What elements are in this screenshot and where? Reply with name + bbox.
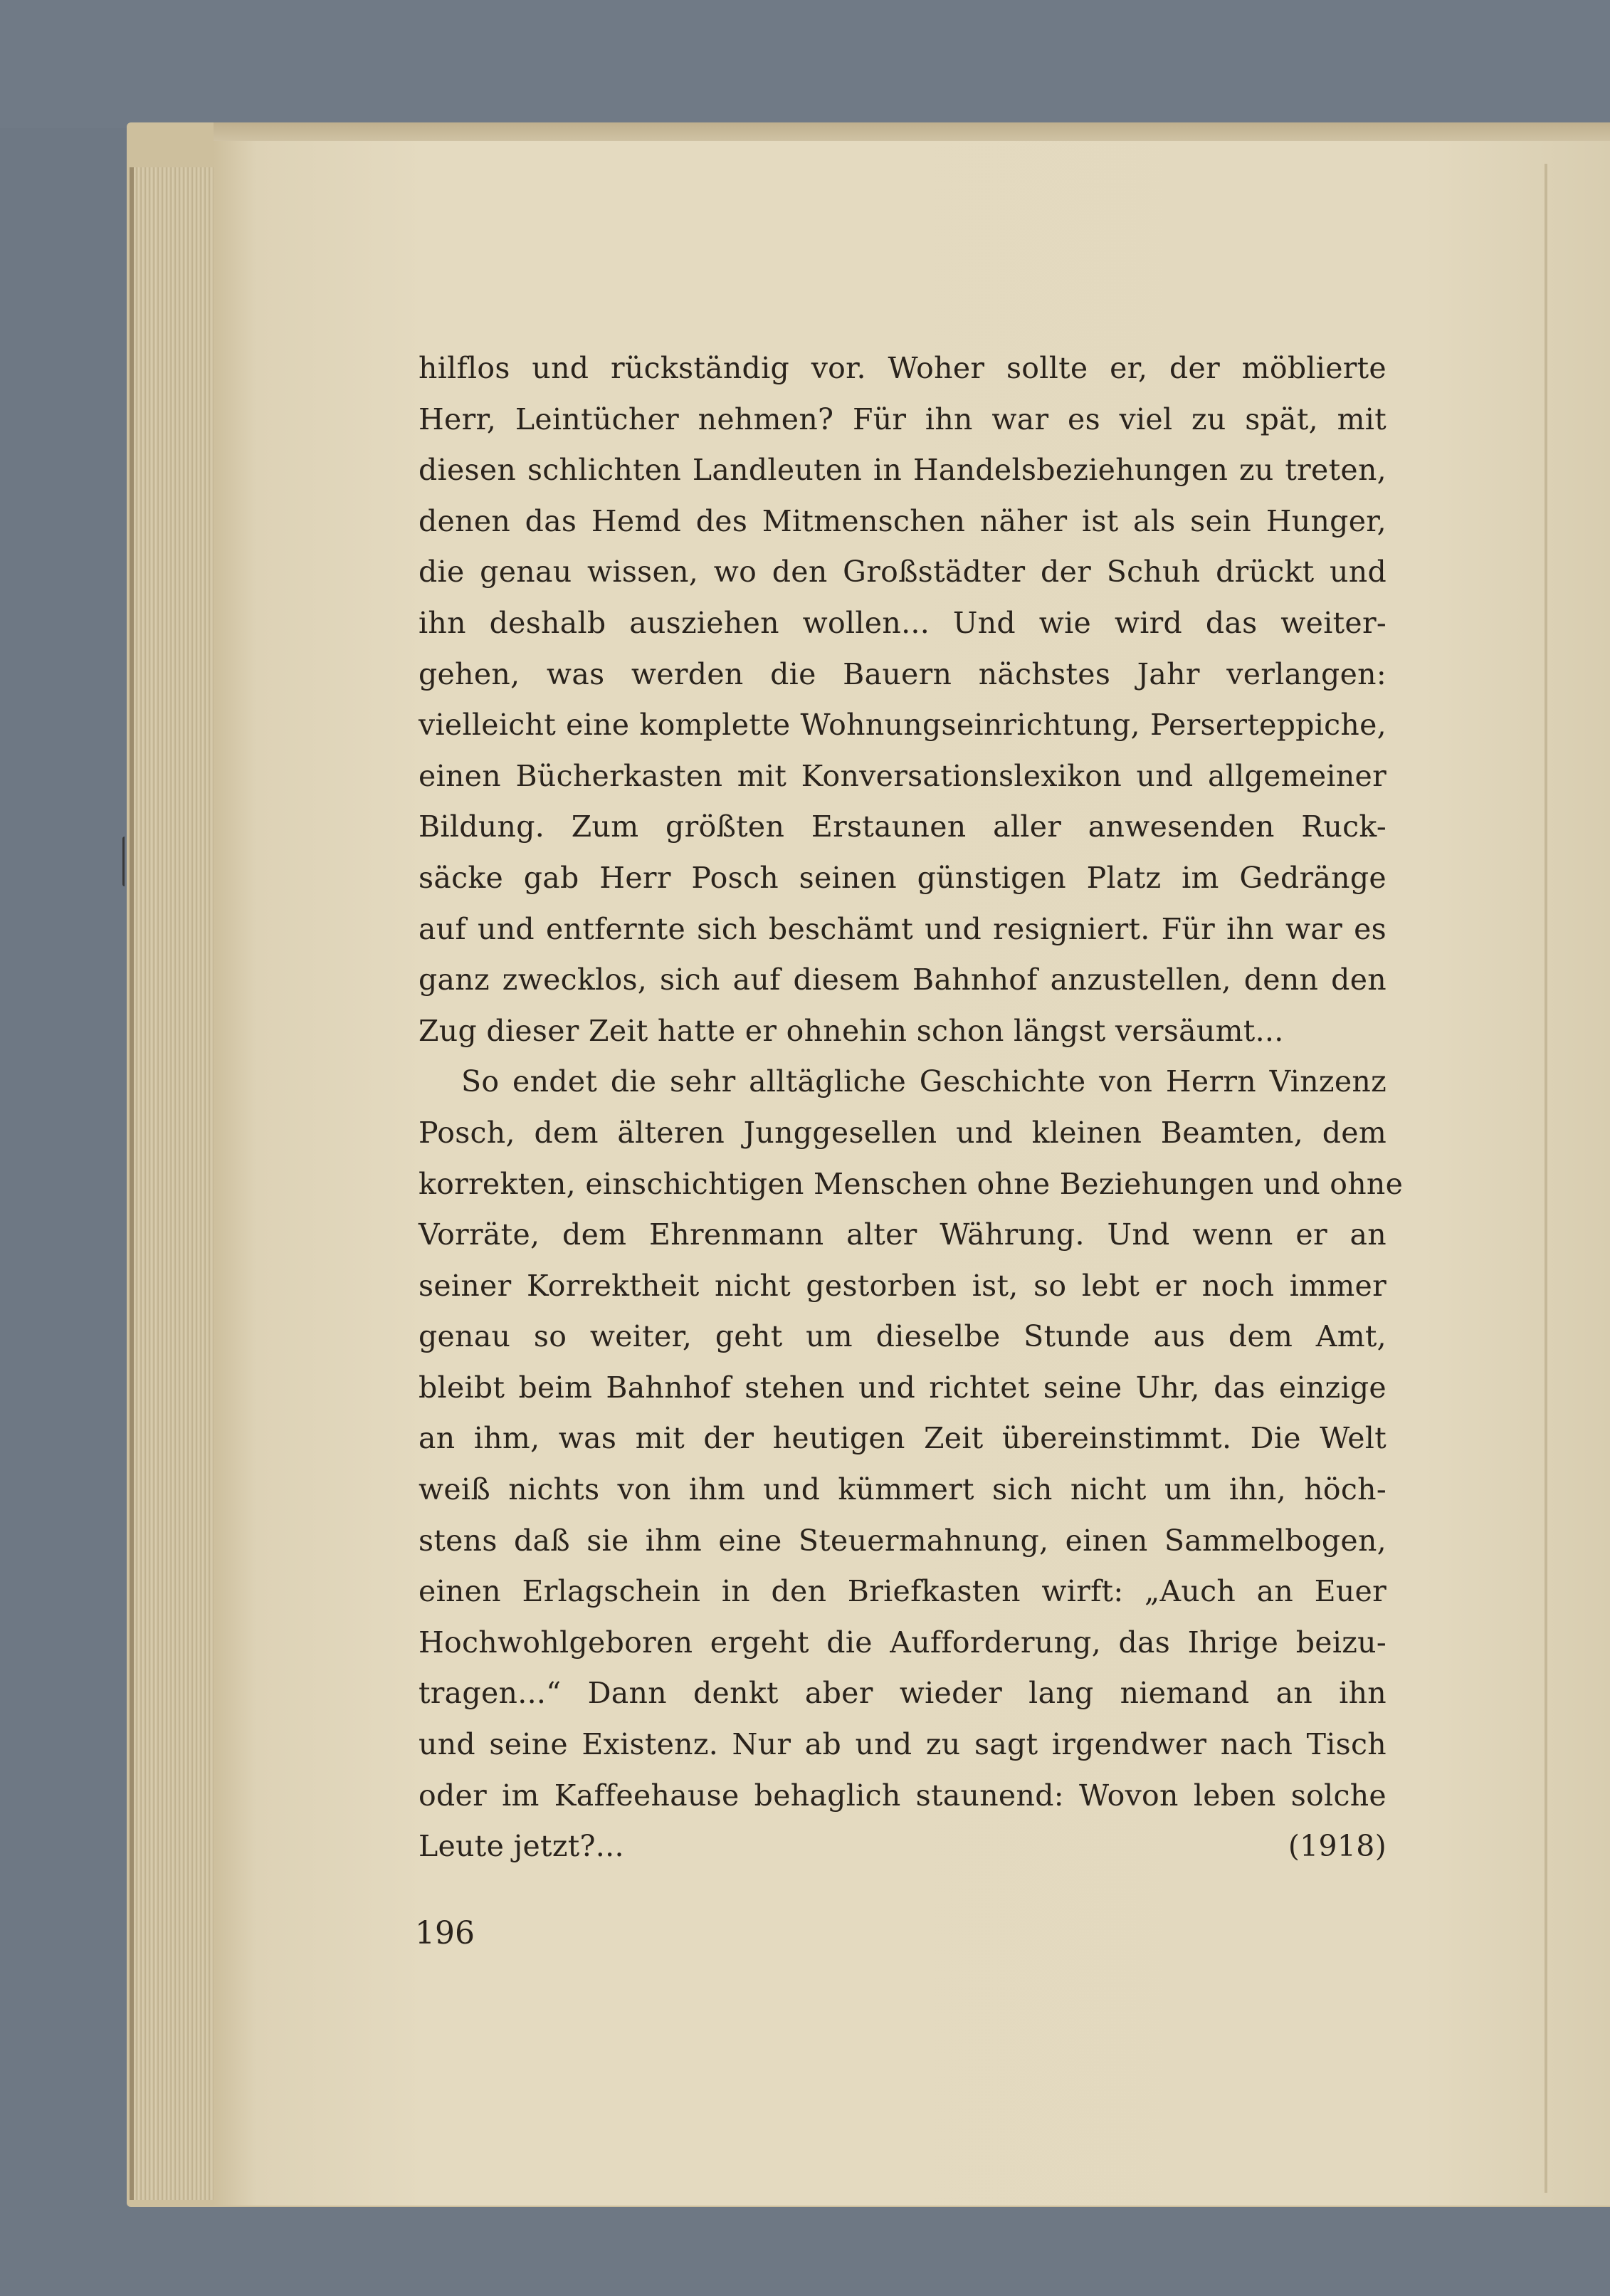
text-line: Posch, dem älteren Junggesellen und kleinen Beamten, dem bbox=[419, 1115, 1387, 1150]
text-line: bleibt beim Bahnhof stehen und richtet seine Uhr, das einzige bbox=[419, 1370, 1387, 1405]
text-line: einen Bücherkasten mit Konversationslexikon und allgemeiner bbox=[419, 758, 1387, 793]
text-line: die genau wissen, wo den Großstädter der Schuh drückt und bbox=[419, 555, 1387, 589]
page-fold-edge bbox=[1545, 164, 1547, 2193]
text-line: tragen...“ Dann denkt aber wieder lang niemand an ihn bbox=[419, 1676, 1387, 1711]
text-line: weiß nichts von ihm und kümmert sich nicht um ihn, höch- bbox=[419, 1472, 1387, 1507]
paragraph-start-line: So endet die sehr alltägliche Geschichte von Herrn Vinzenz bbox=[461, 1064, 1387, 1099]
text-line: korrekten, einschichtigen Menschen ohne Beziehungen und ohne bbox=[419, 1166, 1404, 1201]
text-line: genau so weiter, geht um dieselbe Stunde aus dem Amt, bbox=[419, 1319, 1387, 1354]
text-line: diesen schlichten Landleuten in Handelsbeziehungen zu treten, bbox=[419, 453, 1387, 488]
text-line: Herr, Leintücher nehmen? Für ihn war es viel zu spät, mit bbox=[419, 402, 1387, 436]
page-clip bbox=[122, 837, 135, 886]
text-line: ganz zwecklos, sich auf diesem Bahnhof anzustellen, denn den bbox=[419, 963, 1387, 997]
text-line: Bildung. Zum größten Erstaunen aller anwesenden Ruck- bbox=[419, 809, 1387, 844]
text-line: seiner Korrektheit nicht gestorben ist, so lebt er noch immer bbox=[419, 1268, 1387, 1303]
final-text: Leute jetzt?... bbox=[419, 1829, 624, 1864]
text-line: Hochwohlgeboren ergeht die Aufforderung, das Ihrige beizu- bbox=[419, 1625, 1387, 1660]
text-line: und seine Existenz. Nur ab und zu sagt irgendwer nach Tisch bbox=[419, 1727, 1387, 1762]
text-line: ihn deshalb ausziehen wollen... Und wie wird das weiter- bbox=[419, 605, 1387, 640]
text-line: säcke gab Herr Posch seinen günstigen Platz im Gedränge bbox=[419, 860, 1387, 895]
page-edges bbox=[130, 167, 219, 2200]
final-line bbox=[419, 1821, 1387, 1872]
text-line: vielleicht eine komplette Wohnungseinrichtung, Perserteppiche, bbox=[419, 708, 1387, 743]
text-line: denen das Hemd des Mitmenschen näher ist als sein Hunger, bbox=[419, 503, 1387, 538]
year-note: (1918) bbox=[1288, 1829, 1387, 1864]
text-line: Vorräte, dem Ehrenmann alter Währung. Und wenn er an bbox=[419, 1217, 1387, 1252]
page-number: 196 bbox=[415, 1915, 475, 1951]
text-line: Zug dieser Zeit hatte er ohnehin schon längst versäumt... bbox=[419, 1013, 1284, 1048]
text-line: einen Erlagschein in den Briefkasten wirft: „Auch an Euer bbox=[419, 1574, 1387, 1609]
scan-background bbox=[0, 0, 1610, 128]
body-text bbox=[419, 343, 1404, 1872]
text-line: oder im Kaffeehause behaglich staunend: Wovon leben solche bbox=[419, 1778, 1387, 1813]
text-line: gehen, was werden die Bauern nächstes Jahr verlangen: bbox=[419, 656, 1387, 691]
text-line: an ihm, was mit der heutigen Zeit übereinstimmt. Die Welt bbox=[419, 1421, 1387, 1456]
text-line: stens daß sie ihm eine Steuermahnung, einen Sammelbogen, bbox=[419, 1523, 1387, 1558]
text-line: auf und entfernte sich beschämt und resigniert. Für ihn war es bbox=[419, 911, 1387, 946]
text-line: hilflos und rückständig vor. Woher sollte er, der möblierte bbox=[419, 351, 1387, 385]
